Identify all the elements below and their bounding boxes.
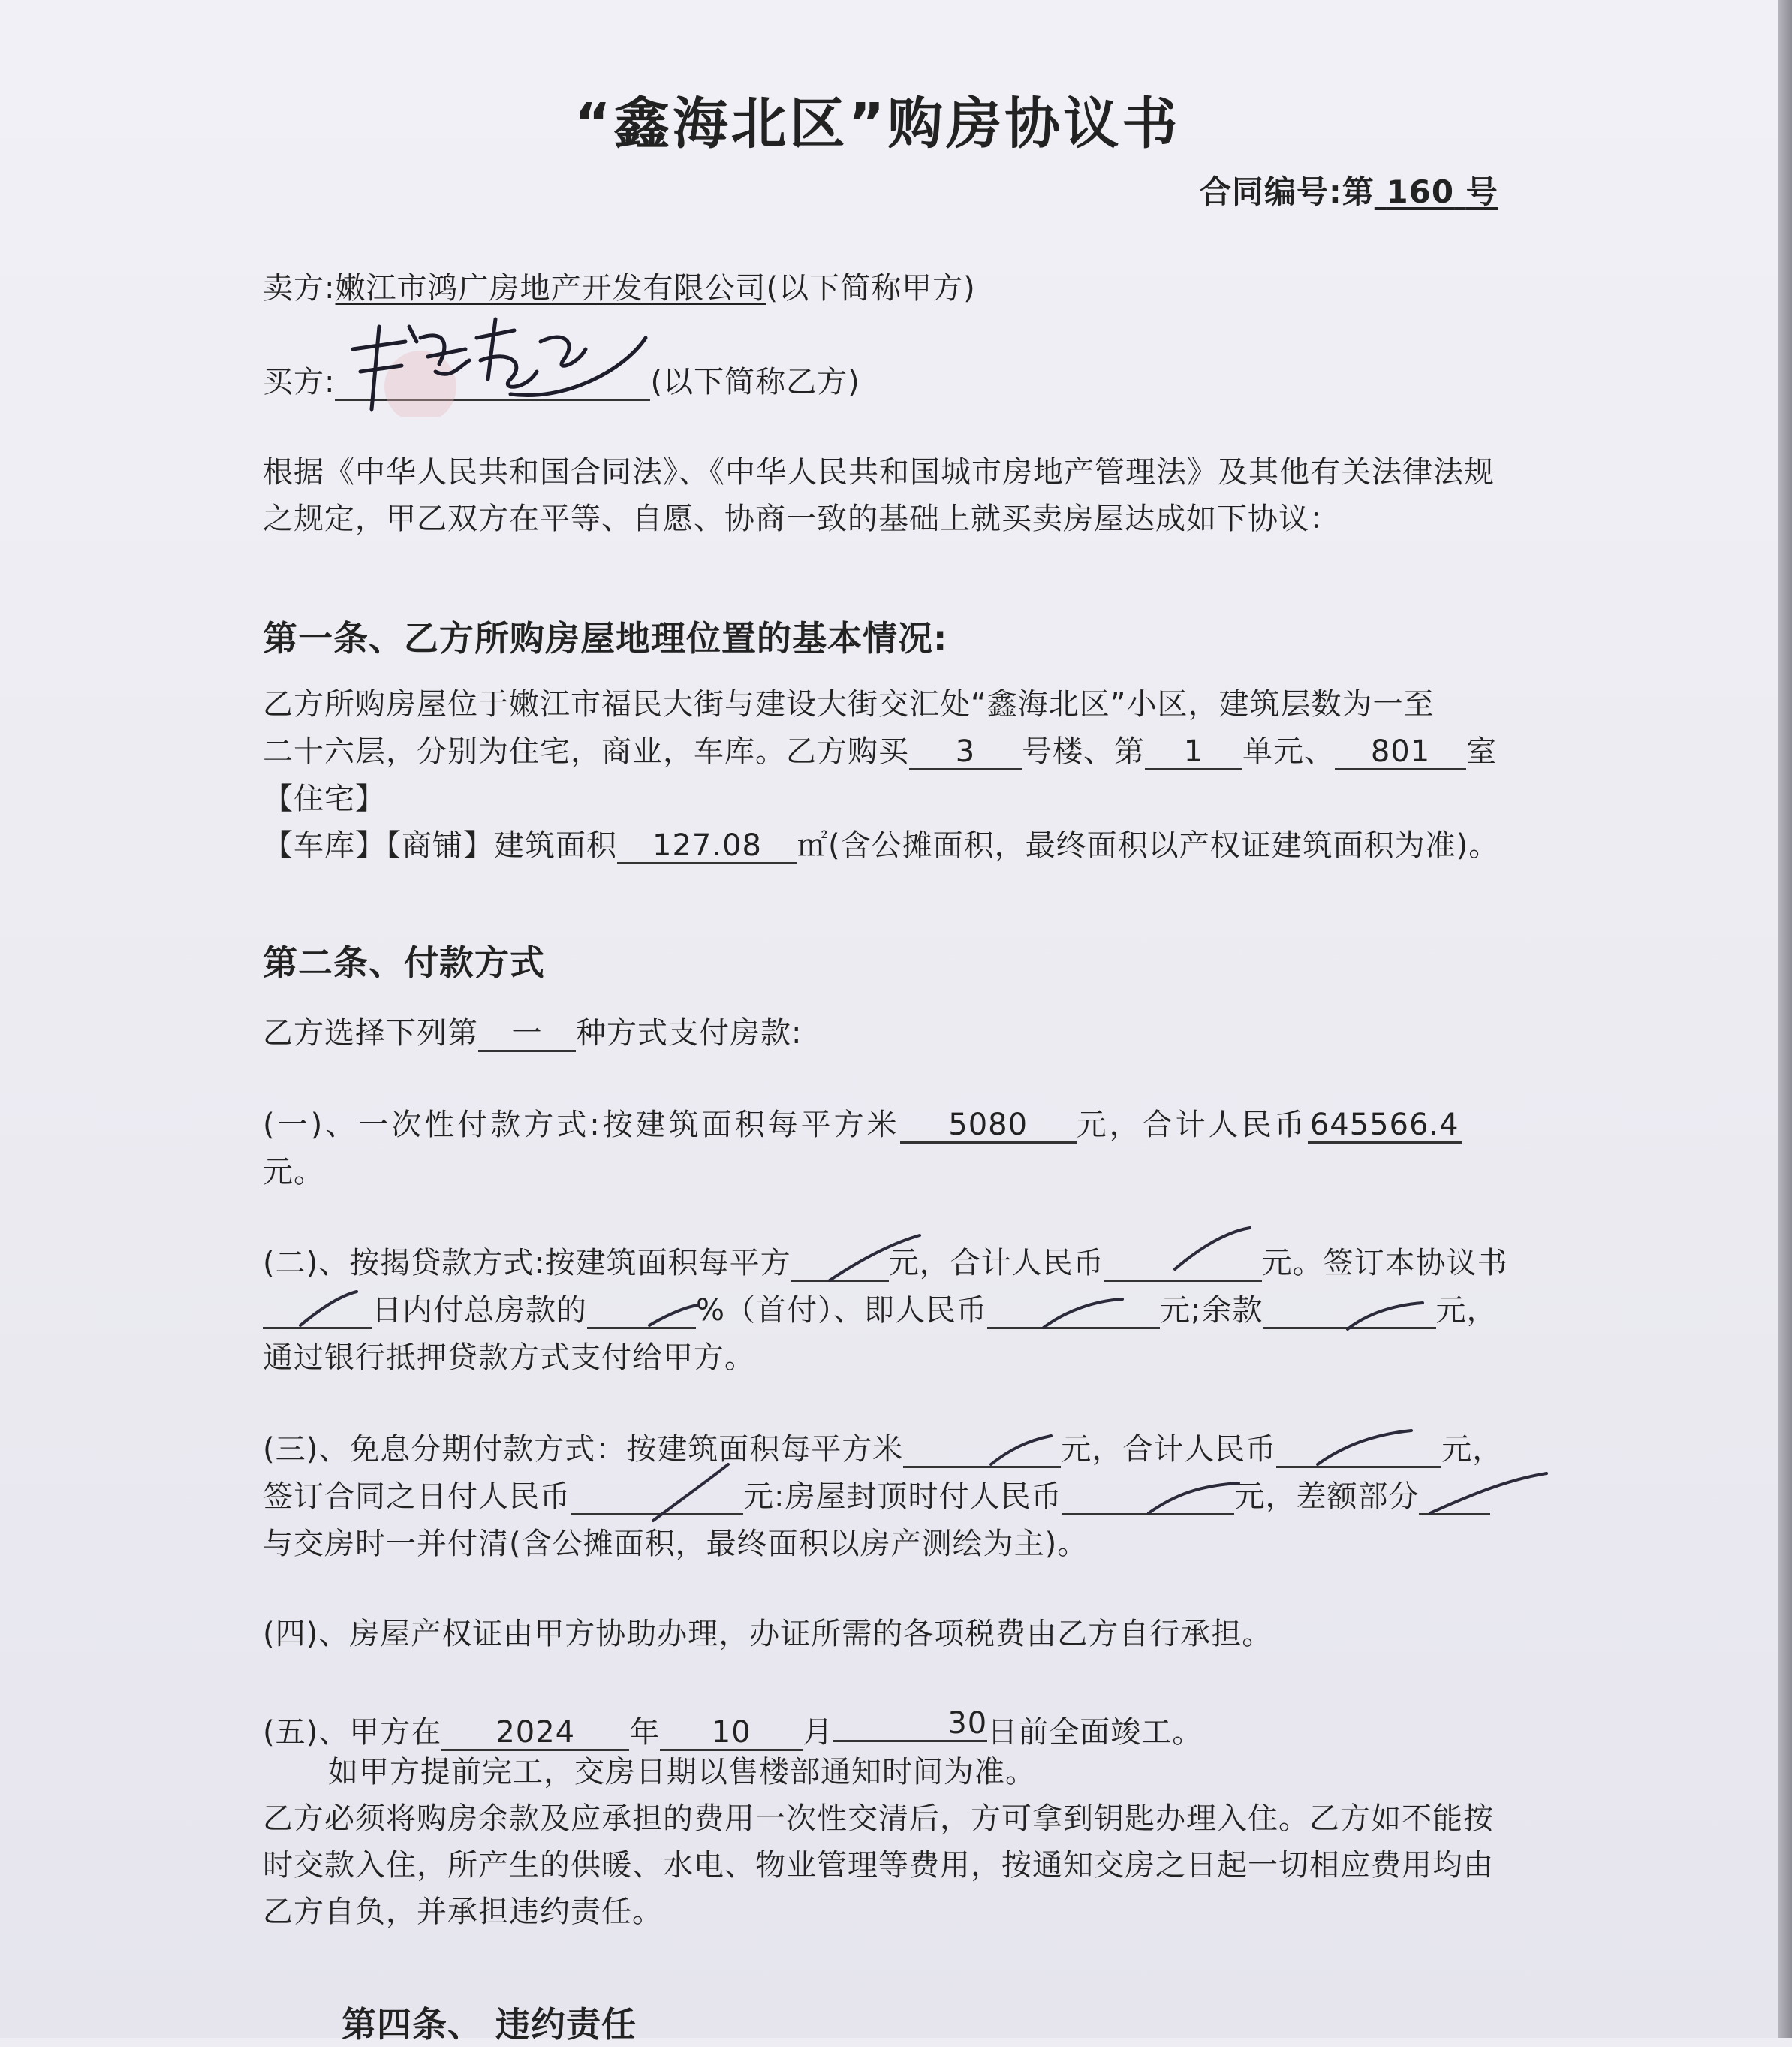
seller-name: 嫩江市鸿广房地产开发有限公司	[335, 271, 766, 306]
article-1-line-1: 乙方所购房屋位于嫩江市福民大街与建设大街交汇处“鑫海北区”小区，建筑层数为一至	[263, 687, 1435, 722]
option-2-text: 元;余款	[1160, 1293, 1263, 1328]
option-2-text: 元。签订本协议书	[1261, 1246, 1508, 1280]
option-5-text: 月	[803, 1715, 834, 1750]
note-line-3: 时交款入住，所产生的供暖、水电、物业管理等费用，按通知交房之日起一切相应费用均由	[263, 1848, 1494, 1883]
option-2-text: (二)、按揭贷款方式:按建筑面积每平方	[263, 1246, 791, 1280]
building-number: 3	[909, 735, 1022, 770]
article-1-text: 二十六层，分别为住宅，商业，车库。乙方购买	[263, 734, 909, 769]
article-1-heading: 第一条、乙方所购房屋地理位置的基本情况:	[263, 618, 948, 659]
note-line-2: 乙方必须将购房余款及应承担的费用一次性交清后，方可拿到钥匙办理入住。乙方如不能按	[263, 1801, 1494, 1836]
option-3-text: 元，	[1441, 1432, 1504, 1467]
article-1-line-3: 【住宅】	[263, 782, 386, 816]
article-1-text: ㎡(含公摊面积，最终面积以产权证建筑面积为准)。	[797, 828, 1500, 863]
seller-suffix: (以下简称甲方)	[766, 271, 976, 306]
contract-number-suffix: 号	[1465, 173, 1498, 210]
option-1-line-2: 元。	[263, 1155, 324, 1189]
article-2-text: 种方式支付房款:	[576, 1016, 803, 1051]
unit-price: 5080	[900, 1108, 1077, 1144]
unit-number: 1	[1145, 735, 1242, 770]
note-line-1: 如甲方提前完工，交房日期以售楼部通知时间为准。	[328, 1755, 1036, 1789]
option-5-text: 年	[629, 1715, 661, 1750]
option-4-line: (四)、房屋产权证由甲方协助办理，办证所需的各项税费由乙方自行承担。	[263, 1617, 1273, 1651]
intro-line-1: 根据《中华人民共和国合同法》、《中华人民共和国城市房地产管理法》及其他有关法律法规	[263, 455, 1495, 490]
option-1-text: (一)、一次性付款方式:按建筑面积每平方米	[263, 1108, 900, 1142]
completion-day-value: 30	[947, 1706, 988, 1741]
option-1-text: 元，合计人民币	[1076, 1108, 1308, 1142]
option-3-line-3: 与交房时一并付清(含公摊面积，最终面积以房产测绘为主)。	[263, 1527, 1089, 1561]
article-2-heading: 第二条、付款方式	[263, 942, 545, 983]
note-line-4: 乙方自负，并承担违约责任。	[263, 1895, 663, 1929]
contract-number-digits: 160	[1386, 173, 1455, 210]
article-4-heading: 第四条、 违约责任	[342, 2004, 637, 2045]
room-number: 801	[1335, 735, 1466, 770]
option-3-text: 元，差额部分	[1234, 1479, 1420, 1514]
option-2-text: 元，合计人民币	[888, 1246, 1104, 1280]
option-5-text: 日前全面竣工。	[987, 1715, 1203, 1750]
total-price: 645566.4	[1308, 1108, 1462, 1144]
option-2-line-3: 通过银行抵押贷款方式支付给甲方。	[263, 1340, 755, 1375]
option-2-text: 元，	[1435, 1293, 1498, 1328]
completion-month: 10	[660, 1716, 803, 1751]
option-5-text: (五)、甲方在	[263, 1715, 442, 1750]
contract-number-prefix: 合同编号:第	[1200, 173, 1375, 210]
building-area: 127.08	[617, 829, 797, 864]
option-3-text: (三)、免息分期付款方式：按建筑面积每平方米	[263, 1432, 904, 1467]
buyer-label: 买方:	[263, 365, 336, 399]
article-2-text: 乙方选择下列第	[263, 1016, 478, 1051]
buyer-suffix: (以下简称乙方)	[650, 365, 860, 399]
intro-line-2: 之规定，甲乙双方在平等、自愿、协商一致的基础上就买卖房屋达成如下协议：	[263, 502, 1340, 536]
article-1-text: 单元、	[1242, 734, 1335, 769]
article-1-text: 号楼、第	[1022, 734, 1145, 769]
payment-choice: 一	[478, 1017, 576, 1052]
option-3-text: 元，合计人民币	[1061, 1432, 1277, 1467]
seller-label: 卖方:	[263, 271, 336, 306]
completion-year: 2024	[441, 1716, 629, 1751]
article-1-text: 【车库】【商铺】建筑面积	[263, 828, 617, 863]
document-title: “鑫海北区”购房协议书	[574, 92, 1181, 156]
option-3-text: 签订合同之日付人民币	[263, 1479, 571, 1514]
option-2-text: 日内付总房款的	[372, 1293, 587, 1328]
article-1-text: 室	[1466, 734, 1497, 769]
option-2-text: %（首付）、即人民币	[696, 1293, 988, 1328]
option-3-text: 元:房屋封顶时付人民币	[743, 1479, 1062, 1514]
